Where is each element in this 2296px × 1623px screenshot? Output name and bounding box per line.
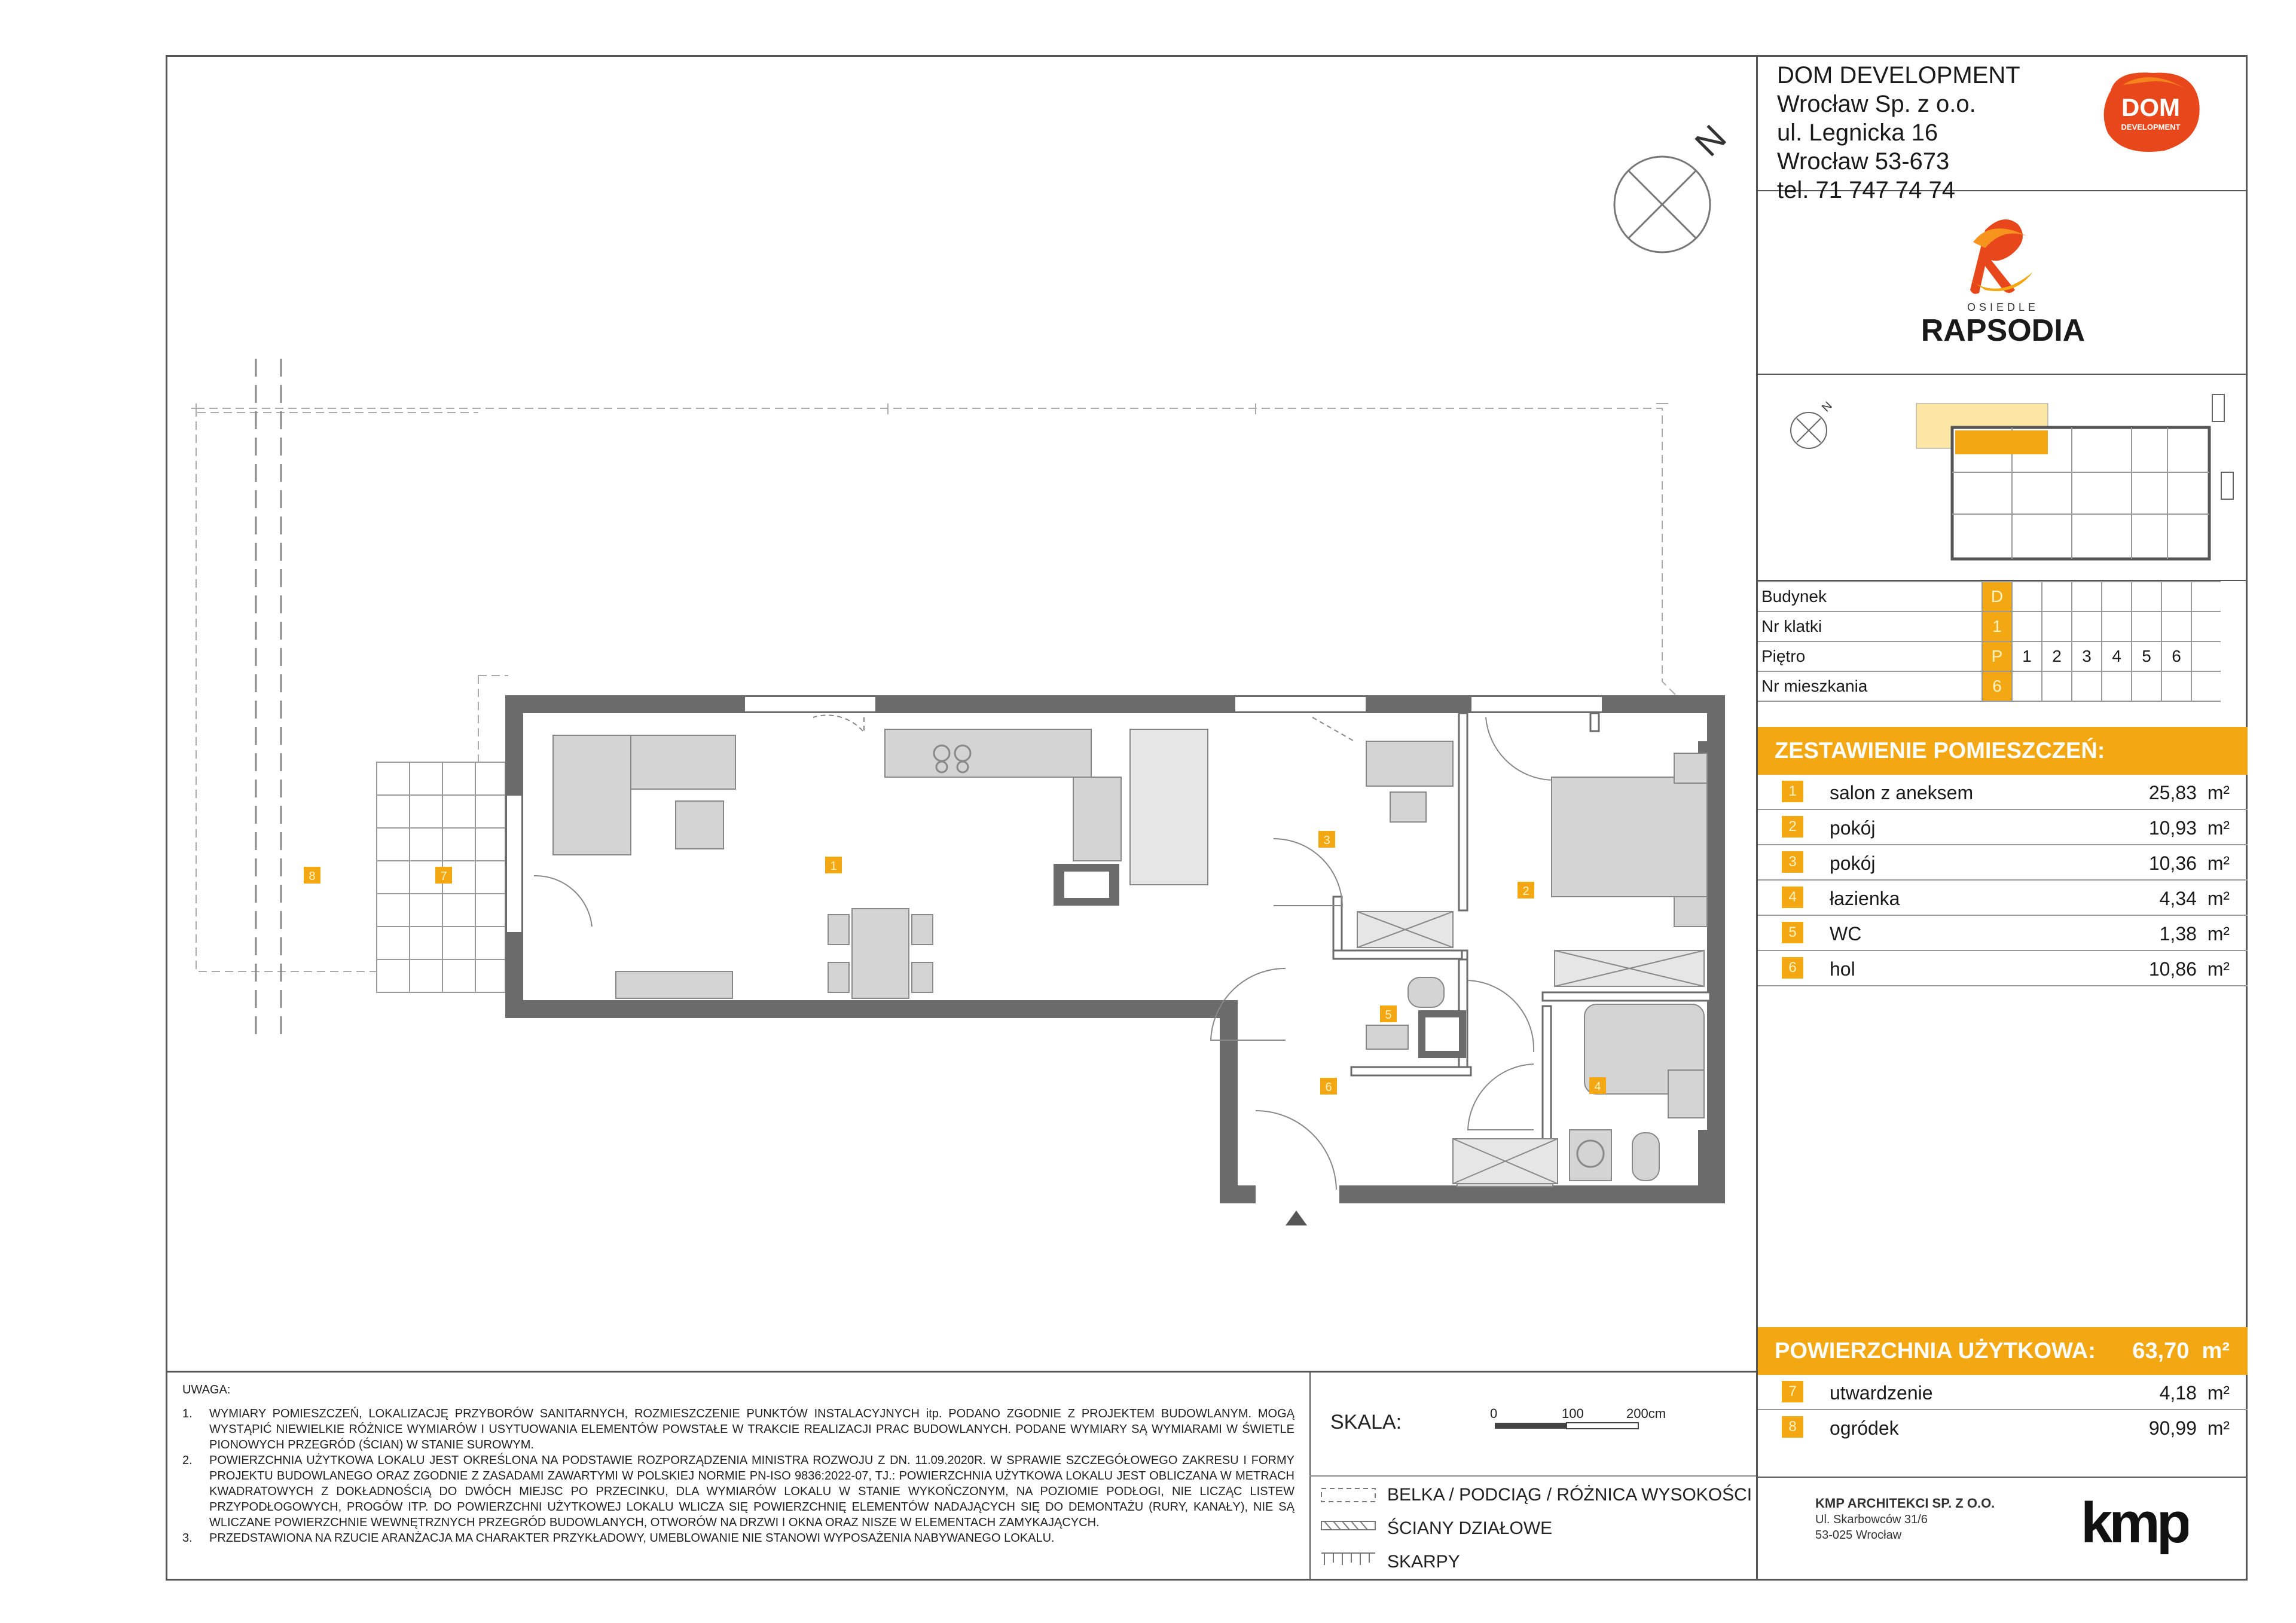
furniture [553,729,1707,1187]
info-label: Budynek [1758,582,1982,612]
svg-text:7: 7 [440,870,447,883]
room-name: pokój [1830,852,1876,874]
extra-name: ogródek [1830,1417,1899,1439]
info-value: 6 [1982,671,2012,701]
svg-text:200cm: 200cm [1626,1406,1666,1421]
notes-divider [166,1371,1758,1373]
floor-number: 3 [2072,641,2102,671]
room-row [1758,775,2248,810]
scale-bar [1483,1405,1686,1441]
total-area-bar [1758,1327,2248,1375]
svg-text:6: 6 [1325,1081,1332,1094]
info-label: Nr klatki [1758,612,1982,641]
extra-number: 7 [1782,1381,1803,1402]
extra-name: utwardzenie [1830,1382,1933,1404]
total-label: POWIERZCHNIA UŻYTKOWA: [1775,1338,2096,1364]
svg-text:1: 1 [830,860,837,873]
floor-plan [167,57,1755,1369]
floor-number: 4 [2102,641,2132,671]
extra-area: 4,18 m² [2159,1382,2230,1404]
legend-skarpy: SKARPY [1387,1552,1460,1572]
info-row-pietro [1758,641,2221,671]
info-row-mieszkanie [1758,671,2221,701]
dom-logo-text: DOM [2121,93,2180,121]
svg-text:8: 8 [309,870,316,883]
company-city: Wrocław 53-673 [1777,148,1950,175]
notes-heading: UWAGA: [182,1383,231,1396]
info-value: P [1982,641,2012,671]
extra-area: 90,99 m² [2148,1417,2230,1439]
architect-name: KMP ARCHITEKCI SP. Z O.O. [1815,1496,1995,1511]
floor-number: 6 [2161,641,2191,671]
rooms-header: ZESTAWIENIE POMIESZCZEŃ: [1758,727,2248,775]
svg-text:100: 100 [1562,1406,1584,1421]
dom-logo-subtext: DEVELOPMENT [2121,123,2181,132]
company-name: DOM DEVELOPMENT [1777,62,2020,88]
info-value: 1 [1982,612,2012,641]
svg-text:N: N [1819,399,1835,415]
architect-info [1815,1496,1995,1543]
company-phone: tel. 71 747 74 74 [1777,177,1956,203]
extra-row [1758,1410,2248,1444]
note-item: 3. PRZEDSTAWIONA NA RZUCIE ARANŻACJA MA CHARAKTER PRZYKŁADOWY, UMEBLOWANIE NIE STANOWI WYPOSAŻENIA NABYWANEGO LOKALU. [182,1532,1055,1545]
info-value: D [1982,582,2012,612]
room-number: 1 [1782,781,1803,802]
room-area: 10,93 m² [2148,817,2230,839]
rapsodia-big-text: RAPSODIA [1921,313,2086,348]
floor-number: 2 [2042,641,2072,671]
room-area: 10,36 m² [2148,852,2230,874]
room-area: 25,83 m² [2148,782,2230,803]
company-address [1777,61,2020,204]
legend-divider [1309,1475,1756,1477]
key-plan-highlight [1955,430,2048,454]
floor-number: 5 [2132,641,2161,671]
scale-label: SKALA: [1330,1411,1402,1434]
company-street: ul. Legnicka 16 [1777,120,1938,146]
room-row [1758,881,2248,916]
unit-info-table [1758,581,2221,702]
extras-list [1758,1375,2248,1444]
room-row [1758,845,2248,881]
svg-text:0: 0 [1490,1406,1498,1421]
room-area: 10,86 m² [2148,958,2230,980]
extras-divider [1758,1477,2248,1478]
info-row-budynek [1758,582,2221,612]
room-row [1758,916,2248,951]
total-value: 63,70 m² [2132,1338,2230,1364]
extra-row [1758,1375,2248,1410]
svg-text:5: 5 [1385,1008,1392,1022]
room-number: 6 [1782,957,1803,979]
room-number: 2 [1782,816,1803,838]
legend-symbols [1318,1483,1378,1572]
info-row-klatka [1758,612,2221,641]
info-label: Nr mieszkania [1758,671,1982,701]
room-name: WC [1830,923,1862,945]
room-area: 1,38 m² [2159,923,2230,945]
room-number: 5 [1782,922,1803,943]
rapsodia-small-text: OSIEDLE [1967,301,2039,313]
rapsodia-logo [1913,206,2093,362]
info-label: Piętro [1758,641,1982,671]
svg-text:kmp: kmp [2081,1494,2188,1554]
dom-development-logo [2099,67,2203,157]
architect-city: 53-025 Wrocław [1815,1529,1902,1542]
architect-street: Ul. Skarbowców 31/6 [1815,1513,1928,1526]
key-plan [1761,383,2245,574]
svg-text:2: 2 [1522,885,1529,898]
room-name: pokój [1830,817,1876,839]
room-row [1758,951,2248,986]
room-name: hol [1830,958,1855,980]
logo-divider [1758,374,2248,375]
note-item: 1. WYMIARY POMIESZCZEŃ, LOKALIZACJĘ PRZYBORÓW SANITARNYCH, ROZMIESZCZENIE PUNKTÓW INSTALACYJNYCH itp. PODANO ZGODNIE Z PROJEKTEM BUDOWLANYM. MOGĄ WYSTĄPIĆ NIEWIELKIE RÓŻNICE WYMIARÓW I USYTUOWANIA ELEMENTÓW POWSTAŁE W TRAKCIE REALIZACJI PRAC BUDOWLANYCH. PODANE WYMIARY SĄ WYMIARAMI W ŚWIETLE PIONOWYCH PRZEGRÓD (ŚCIAN) W STANIE SUROWYM. [182,1407,1294,1451]
company-line2: Wrocław Sp. z o.o. [1777,91,1976,117]
rooms-list [1758,775,2248,986]
svg-text:4: 4 [1594,1080,1601,1093]
kmp-logo [2081,1494,2188,1554]
room-row [1758,810,2248,845]
floor-number: 1 [2012,641,2042,671]
key-plan-compass [1791,399,1835,448]
room-number: 3 [1782,851,1803,873]
extra-number: 8 [1782,1416,1803,1438]
notes-block [182,1382,1294,1546]
svg-text:3: 3 [1323,834,1330,847]
legend-belka: BELKA / PODCIĄG / RÓŻNICA WYSOKOŚCI [1387,1485,1752,1505]
room-number: 4 [1782,887,1803,908]
legend-sciany: ŚCIANY DZIAŁOWE [1387,1518,1553,1538]
room-name: łazienka [1830,888,1900,909]
room-area: 4,34 m² [2159,888,2230,909]
room-name: salon z aneksem [1830,782,1974,803]
note-item: 2. POWIERZCHNIA UŻYTKOWA LOKALU JEST OKREŚLONA NA PODSTAWIE ROZPORZĄDZENIA MINISTRA ROZWOJU Z DN. 11.09.2020R. W SPRAWIE SZCZEGÓŁOWEGO ZAKRESU I FORMY PROJEKTU BUDOWLANEGO ORAZ ZGODNIE Z ZASADAMI ZAWARTYMI W POLSKIEJ NORMIE PN-ISO 9836:2022-07, TJ.: POWIERZCHNIA UŻYTKOWA LOKALU JEST OBLICZANA W METRACH KWADRATOWYCH Z DOKŁADNOŚCIĄ DO DWÓCH MIEJSC PO PRZECINKU, DLA WYMIARÓW LOKALU W STANIE WYKOŃCZONYM, NA POZIOMIE PODŁOGI, NIE LICZĄC LISTEW PRZYPODŁOGOWYCH, PROGÓW ITP. DO POWIERZCHNI UŻYTKOWEJ LOKALU WLICZA SIĘ POWIERZCHNIĘ ELEMENTÓW NADAJĄCYCH SIĘ DO DEMONTAŻU (RURY, KANAŁY), NIE SĄ WLICZANE POWIERZCHNIE WEWNĘTRZNYCH PRZEGRÓD BUDOWLANYCH, OTWORÓW NA DRZWI I OKNA ORAZ NISZE W ELEMENTACH ZAMYKAJĄCYCH. [182,1454,1294,1529]
north-label: N [1687,117,1734,164]
north-compass [1614,117,1734,252]
